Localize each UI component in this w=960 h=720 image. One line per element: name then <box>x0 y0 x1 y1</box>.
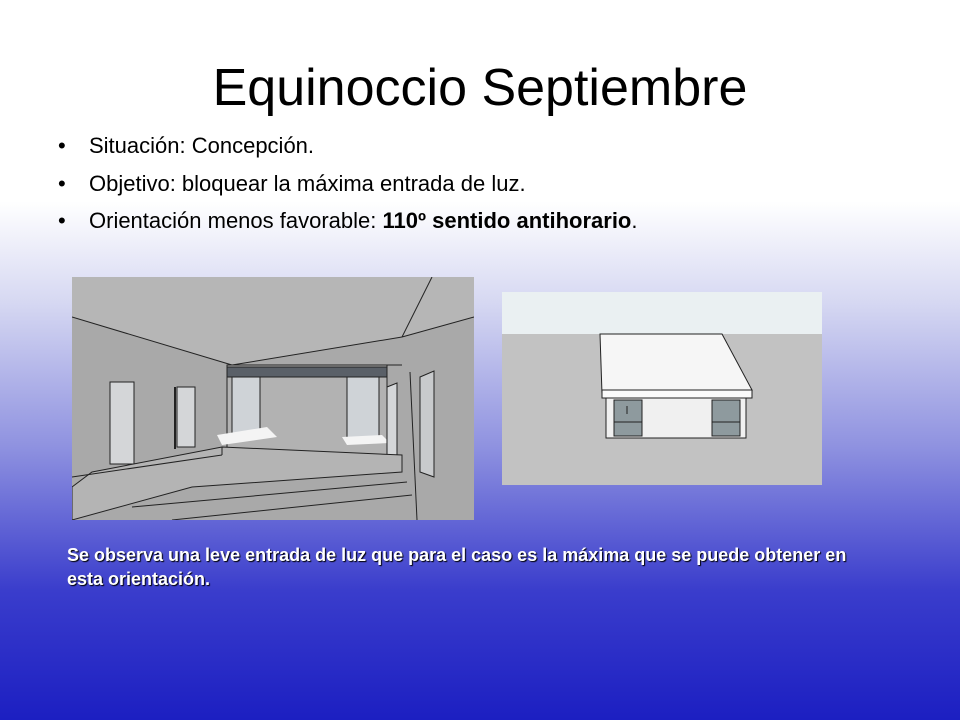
bullet-item-situacion <box>58 133 638 159</box>
exterior-building-render <box>502 292 822 485</box>
bullet-text: Objetivo: bloquear la máxima entrada de luz. <box>89 170 526 196</box>
bullet-item-orientacion <box>58 208 638 234</box>
bullet-glyph: • <box>58 133 66 158</box>
slide-title: Equinoccio Septiembre <box>212 59 748 117</box>
bullet-item-objetivo <box>58 171 638 197</box>
bullet-text-bold: 110º sentido antihorario <box>382 208 632 233</box>
bullet-text: Situación: Concepción. <box>89 133 315 158</box>
bullet-glyph: • <box>58 208 66 233</box>
bullet-text-prefix: Orientación menos favorable: <box>89 208 383 233</box>
caption-note: Se observa una leve entrada de luz que para el caso es la máxima que se puede obtener en esta orientación. <box>67 545 847 589</box>
interior-room-render <box>72 277 474 520</box>
bullet-glyph: • <box>58 170 66 196</box>
bullet-list <box>58 133 638 246</box>
bullet-text-suffix: . <box>631 208 638 233</box>
